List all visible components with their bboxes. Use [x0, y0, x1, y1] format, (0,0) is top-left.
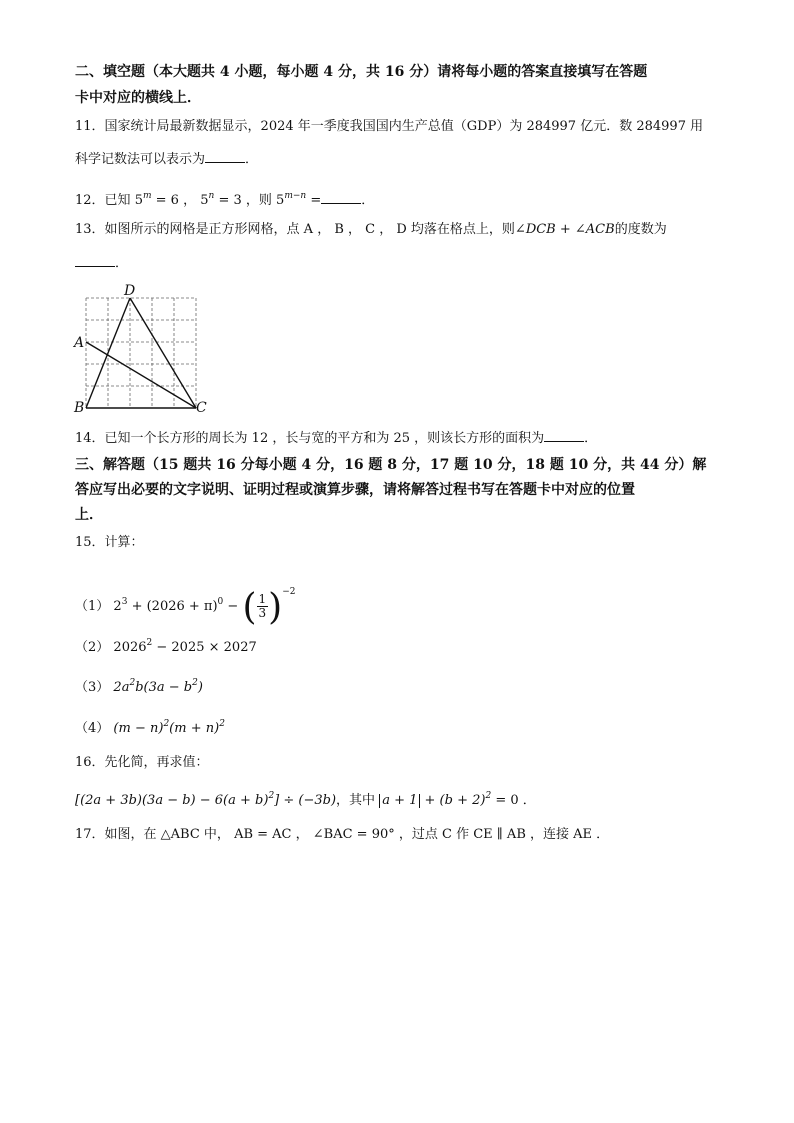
q12-prefix: 12．已知	[75, 193, 131, 208]
q14-line	[75, 429, 597, 448]
absolute-value: a + 1	[379, 794, 420, 808]
section3-heading-line1: 三、解答题（15 题共 16 分每小题 4 分，16 题 8 分，17 题 10 分，18 题 10 分，共 44 分）解	[75, 457, 707, 473]
q12-cond1: 5$^m$ = 6 ，	[134, 191, 197, 208]
q11-line1: 11．国家统计局最新数据显示，2024 年一季度我国国内生产总值（GDP）为 284997 亿元．数 284997 用	[75, 119, 704, 134]
section3-heading-line3: 上．	[75, 507, 103, 523]
q11-line2-text: 科学记数法可以表示为	[75, 152, 206, 167]
label-D: D	[124, 283, 136, 299]
section3-heading-line2: 答应写出必要的文字说明、证明过程或演算步骤，请将解答过程书写在答题卡中对应的位置	[75, 482, 635, 498]
q12-suffix: ．	[361, 193, 375, 208]
segment-DC	[130, 298, 196, 408]
q14-suffix: ．	[584, 431, 598, 446]
q15-part4: （4） $(m - n)^2(m + n)^2$	[75, 719, 225, 736]
section2-heading-line1: 二、填空题（本大题共 4 小题，每小题 4 分，共 16 分）请将每小题的答案直接填写在答题	[75, 64, 648, 80]
q13-text: 13．如图所示的网格是正方形网格，点 A ， B ， C ， D 均落在格点上，则	[75, 222, 515, 237]
q14-text: 14．已知一个长方形的周长为 12 ，长与宽的平方和为 25 ，则该长方形的面积为	[75, 431, 545, 446]
q13-line1	[75, 221, 667, 239]
answer-blank	[205, 150, 245, 163]
answer-blank	[75, 254, 115, 267]
q15-part3: （3） $2a^2b(3a - b^2)$	[75, 678, 203, 695]
q16-title: 16．先化简，再求值：	[75, 755, 209, 770]
q15-p1-expr: $2^3 + (2026 + \pi)^0$ − ( $\frac{1}{3}$ )$^{-2}$	[113, 587, 296, 628]
q13-line2-suffix: ．	[115, 256, 129, 271]
label-A: A	[74, 335, 85, 351]
grid-triangle-figure	[72, 282, 212, 414]
q13-line2	[75, 254, 128, 273]
label-B: B	[74, 400, 85, 414]
section2-heading-line2: 卡中对应的横线上．	[75, 90, 201, 106]
label-C: C	[196, 400, 207, 414]
square-grid	[86, 298, 196, 408]
q15-part1: （1） $2^3 + (2026 + \pi)^0$ − ( $\frac{1}{3}$ )$^{-2}$	[75, 587, 296, 628]
q12-ask: $5^{m-n}$ =	[276, 191, 322, 208]
answer-blank	[321, 191, 361, 204]
q15-part2: （2） 2026$^2$ − 2025 × 2027	[75, 638, 257, 655]
q12-line	[75, 187, 374, 210]
answer-blank	[544, 429, 584, 442]
q15-title: 15．计算：	[75, 535, 144, 550]
q17-line: 17．如图，在 △ABC 中， AB = AC ， ∠BAC = 90° ，过点 C 作 CE ∥ AB ，连接 AE ．	[75, 827, 610, 842]
q12-cond2: 5$^n$ = 3 ，则	[200, 191, 272, 208]
segment-AC	[86, 342, 196, 408]
q11-line2-suffix: ．	[245, 152, 259, 167]
q11-line2	[75, 150, 258, 169]
q13-text-suffix: 的度数为	[614, 222, 667, 237]
q16-expression: $[(2a + 3b)(3a - b) - 6(a + b)^2] \div (-3b)$，其中 $a + 1 + (b + 2)^2 = 0$ ．	[75, 791, 536, 808]
q13-angle-expr: ∠DCB + ∠ACB	[514, 222, 615, 237]
